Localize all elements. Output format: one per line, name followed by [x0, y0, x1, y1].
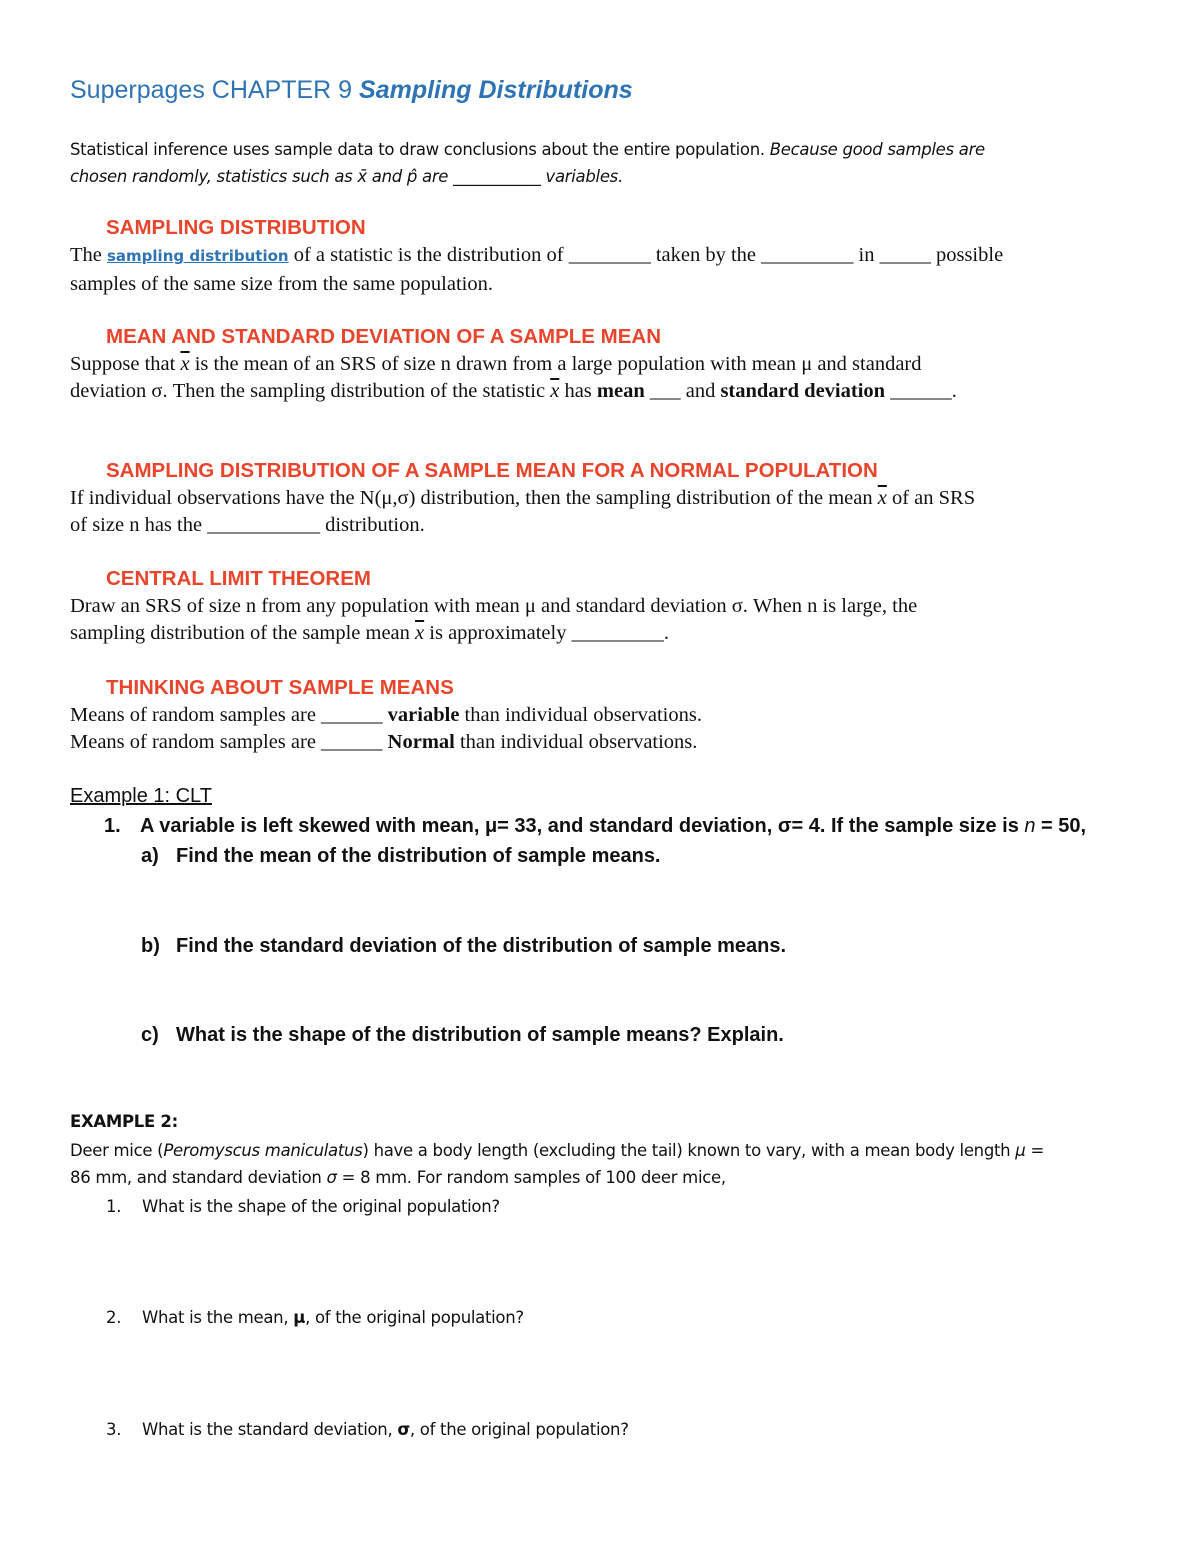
normal-pop-line-1: If individual observations have the N(μ,σ) distribution, then the sampling distribution of the mean $\overline{x}$ of an SRS [70, 487, 976, 509]
heading-normal-population: SAMPLING DISTRIBUTION OF A SAMPLE MEAN FOR A NORMAL POPULATION [106, 459, 878, 482]
mean-sd-line-1: Suppose that $\overline{x}$ is the mean of an SRS of size n drawn from a large population with mean μ and standard [70, 353, 922, 375]
example-2-question-number: 2. [106, 1308, 122, 1327]
intro-line-2: chosen randomly, statistics such as x̄ and p̂ are ___________ variables. [70, 167, 623, 186]
example-2-heading: EXAMPLE 2: [70, 1112, 178, 1131]
example-2-question: What is the mean, μ, of the original population? [142, 1308, 524, 1327]
mean-sd-line-2: deviation σ. Then the sampling distribution of the statistic $\overline{x}$ has mean ___ and standard deviation ______. [70, 380, 957, 402]
x-bar-symbol: $\overline{x}$ [180, 353, 190, 375]
example-1-part-label: c) [141, 1024, 159, 1046]
thinking-line-1: Means of random samples are ______ variable than individual observations. [70, 704, 702, 726]
example-1-part-text: What is the shape of the distribution of sample means? Explain. [176, 1024, 784, 1046]
example-1-part-text: Find the standard deviation of the distribution of sample means. [176, 935, 787, 957]
sampling-distribution-line-1: The sampling distribution of a statistic is the distribution of ________ taken by the _________ in _____ possible [70, 244, 1004, 266]
x-bar-symbol: $\overline{x}$ [877, 487, 887, 509]
example-2-line-2: 86 mm, and standard deviation σ = 8 mm. For random samples of 100 deer mice, [70, 1168, 726, 1187]
example-1-heading: Example 1: CLT [70, 785, 212, 807]
x-bar-symbol: $\overline{x}$ [415, 622, 425, 644]
example-1-question: A variable is left skewed with mean, μ= 33, and standard deviation, σ= 4. If the sample size is n = 50, [140, 815, 1087, 837]
page-title: Superpages CHAPTER 9 Sampling Distributions [70, 76, 633, 104]
x-bar-symbol: $\overline{x}$ [550, 380, 560, 402]
example-1-question-number: 1. [104, 815, 121, 837]
example-2-question: What is the standard deviation, σ, of the original population? [142, 1420, 629, 1439]
example-1-part-label: b) [141, 935, 160, 957]
example-2-question: What is the shape of the original population? [142, 1197, 500, 1216]
sampling-distribution-line-2: samples of the same size from the same population. [70, 273, 493, 295]
normal-pop-line-2: of size n has the ___________ distribution. [70, 514, 425, 536]
example-1-part-text: Find the mean of the distribution of sample means. [176, 845, 661, 867]
heading-thinking: THINKING ABOUT SAMPLE MEANS [106, 676, 454, 699]
clt-line-2: sampling distribution of the sample mean $\overline{x}$ is approximately _________. [70, 622, 669, 644]
intro-line-1: Statistical inference uses sample data to draw conclusions about the entire population. Because good samples are [70, 140, 985, 159]
heading-mean-sd: MEAN AND STANDARD DEVIATION OF A SAMPLE MEAN [106, 325, 662, 348]
clt-line-1: Draw an SRS of size n from any population with mean μ and standard deviation σ. When n is large, the [70, 595, 918, 617]
example-2-question-number: 1. [106, 1197, 122, 1216]
example-2-question-number: 3. [106, 1420, 122, 1439]
sampling-distribution-link[interactable]: sampling distribution [107, 247, 289, 265]
example-1-part-label: a) [141, 845, 159, 867]
thinking-line-2: Means of random samples are ______ Normal than individual observations. [70, 731, 698, 753]
heading-clt: CENTRAL LIMIT THEOREM [106, 567, 371, 590]
heading-sampling-distribution: SAMPLING DISTRIBUTION [106, 216, 366, 239]
example-2-line-1: Deer mice (Peromyscus maniculatus) have a body length (excluding the tail) known to vary, with a mean body length μ = [70, 1141, 1044, 1160]
